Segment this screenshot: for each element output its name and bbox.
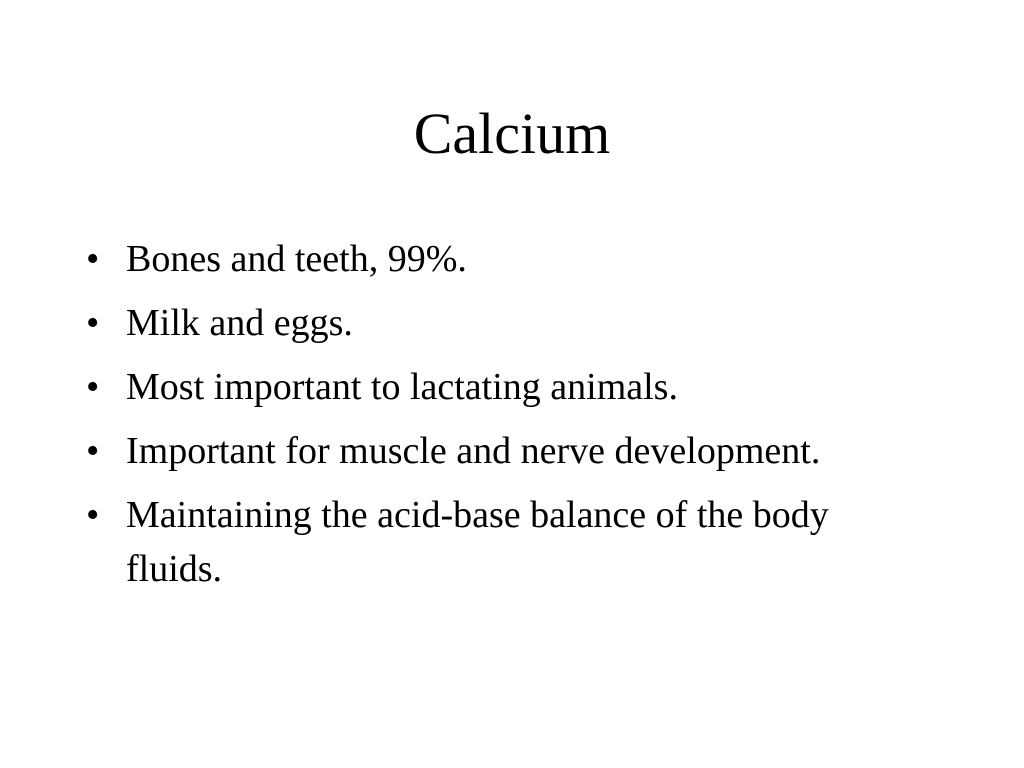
bullet-dot-icon: • — [86, 302, 100, 344]
bullet-item-5 — [86, 488, 906, 596]
bullet-dot-icon: • — [86, 366, 100, 408]
bullet-list — [86, 232, 906, 606]
bullet-item-4 — [86, 424, 906, 478]
bullet-item-2 — [86, 296, 906, 350]
bullet-dot-icon: • — [86, 238, 100, 280]
bullet-text: Important for muscle and nerve development. — [126, 430, 821, 472]
bullet-item-1 — [86, 232, 906, 286]
bullet-dot-icon: • — [86, 430, 100, 472]
bullet-text: Milk and eggs. — [126, 302, 353, 344]
bullet-text: Most important to lactating animals. — [126, 366, 678, 408]
bullet-item-3 — [86, 360, 906, 414]
bullet-text: Bones and teeth, 99%. — [126, 238, 467, 280]
bullet-text: Maintaining the acid-base balance of the body fluids. — [126, 494, 829, 590]
bullet-dot-icon: • — [86, 494, 100, 536]
slide-title: Calcium — [413, 101, 611, 166]
